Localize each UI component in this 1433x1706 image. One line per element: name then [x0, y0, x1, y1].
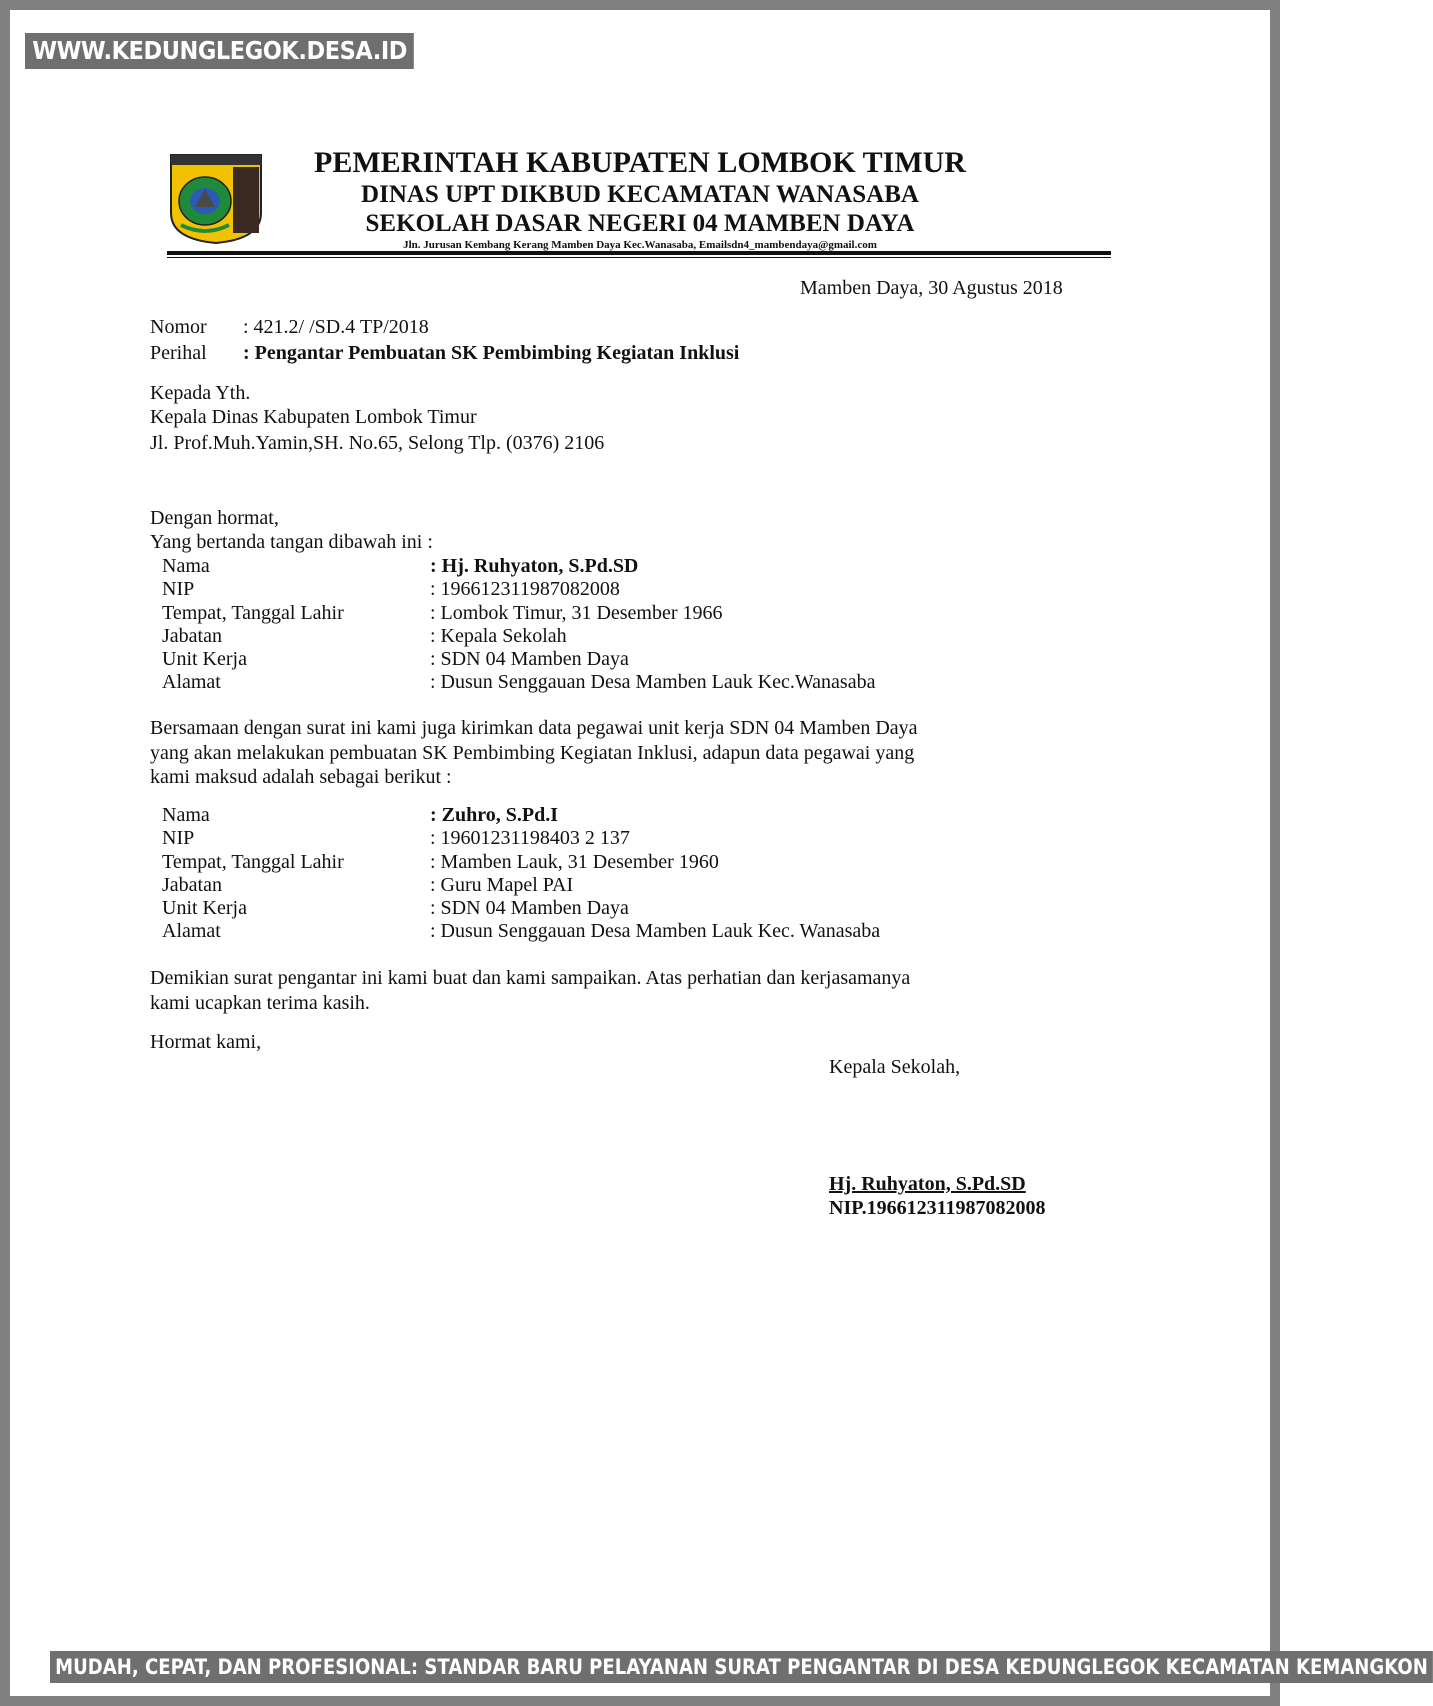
signer-field-value: : SDN 04 Mamben Daya: [430, 648, 629, 671]
employee-field-value: : SDN 04 Mamben Daya: [430, 897, 629, 920]
employee-field-value: : Mamben Lauk, 31 Desember 1960: [430, 850, 719, 873]
signer-field-value: : Lombok Timur, 31 Desember 1966: [430, 601, 723, 624]
signer-row: [162, 602, 875, 625]
letterhead-address: Jln. Jurusan Kembang Kerang Mamben Daya Kec.Wanasaba, Emailsdn4_mambendaya@gmail.com: [403, 239, 877, 251]
greeting: Dengan hormat,: [150, 507, 279, 529]
employee-row: [162, 804, 880, 827]
employee-field-value: : 19601231198403 2 137: [430, 827, 630, 850]
employee-row: [162, 827, 880, 850]
letter-date: Mamben Daya, 30 Agustus 2018: [800, 277, 1063, 299]
signer-row: [162, 578, 875, 601]
body-paragraph-line-2: yang akan melakukan pembuatan SK Pembimbing Kegiatan Inklusi, adapun data pegawai yang: [150, 742, 915, 764]
employee-field-label: Tempat, Tanggal Lahir: [162, 850, 344, 873]
recipient-line-3: Jl. Prof.Muh.Yamin,SH. No.65, Selong Tlp. (0376) 2106: [150, 432, 605, 454]
employee-field-label: Jabatan: [162, 873, 222, 896]
closing-paragraph-line-2: kami ucapkan terima kasih.: [150, 992, 370, 1014]
signer-field-label: Alamat: [162, 671, 221, 694]
employee-field-value: : Guru Mapel PAI: [430, 873, 574, 896]
closing-salutation: Hormat kami,: [150, 1031, 262, 1053]
letterhead-department: DINAS UPT DIKBUD KECAMATAN WANASABA: [361, 181, 919, 208]
letterhead-divider: [167, 251, 1111, 258]
signer-row: [162, 648, 875, 671]
signer-row: [162, 555, 875, 578]
employee-row: [162, 851, 880, 874]
signature-name: Hj. Ruhyaton, S.Pd.SD: [829, 1173, 1026, 1195]
article-caption-banner: MUDAH, CEPAT, DAN PROFESIONAL: STANDAR BARU PELAYANAN SURAT PENGANTAR DI DESA KEDUNGLEGOK KECAMATAN KEMANGKON: [50, 1651, 1433, 1683]
perihal-value: : Pengantar Pembuatan SK Pembimbing Kegiatan Inklusi: [243, 342, 740, 364]
signer-field-value: : Kepala Sekolah: [430, 624, 567, 647]
signer-field-label: Nama: [162, 555, 210, 577]
employee-field-label: NIP: [162, 827, 195, 850]
intro-line: Yang bertanda tangan dibawah ini :: [150, 531, 433, 553]
signer-field-label: Jabatan: [162, 624, 222, 647]
signer-field-label: Tempat, Tanggal Lahir: [162, 601, 344, 624]
signature-title: Kepala Sekolah,: [829, 1056, 961, 1078]
nomor-label: Nomor: [150, 316, 207, 338]
signer-field-value: : 196612311987082008: [430, 578, 620, 601]
letterhead: [270, 146, 1010, 252]
nomor-value: : 421.2/ /SD.4 TP/2018: [243, 316, 429, 338]
employee-identity-table: [162, 804, 880, 944]
body-paragraph-line-1: Bersamaan dengan surat ini kami juga kirimkan data pegawai unit kerja SDN 04 Mamben Daya: [150, 717, 918, 739]
signer-row: [162, 671, 875, 694]
site-watermark: WWW.KEDUNGLEGOK.DESA.ID: [25, 33, 414, 69]
recipient-line-2: Kepala Dinas Kabupaten Lombok Timur: [150, 406, 477, 428]
regency-emblem-logo: [167, 153, 265, 245]
employee-row: [162, 874, 880, 897]
signer-field-label: NIP: [162, 578, 195, 601]
letterhead-school: SEKOLAH DASAR NEGERI 04 MAMBEN DAYA: [365, 210, 915, 237]
letterhead-government: PEMERINTAH KABUPATEN LOMBOK TIMUR: [314, 146, 966, 179]
closing-paragraph-line-1: Demikian surat pengantar ini kami buat dan kami sampaikan. Atas perhatian dan kerjasamanya: [150, 967, 911, 989]
body-paragraph-line-3: kami maksud adalah sebagai berikut :: [150, 766, 452, 788]
employee-row: [162, 920, 880, 943]
signer-row: [162, 625, 875, 648]
employee-field-label: Alamat: [162, 920, 221, 943]
signer-field-value: : Hj. Ruhyaton, S.Pd.SD: [430, 555, 639, 577]
employee-row: [162, 897, 880, 920]
employee-field-label: Unit Kerja: [162, 897, 247, 920]
signature-nip: NIP.196612311987082008: [829, 1197, 1046, 1219]
employee-field-label: Nama: [162, 804, 210, 826]
signer-field-value: : Dusun Senggauan Desa Mamben Lauk Kec.Wanasaba: [430, 671, 876, 694]
perihal-label: Perihal: [150, 342, 207, 364]
recipient-line-1: Kepada Yth.: [150, 382, 251, 404]
employee-field-value: : Dusun Senggauan Desa Mamben Lauk Kec. Wanasaba: [430, 920, 881, 943]
employee-field-value: : Zuhro, S.Pd.I: [430, 804, 559, 826]
signer-identity-table: [162, 555, 875, 695]
signer-field-label: Unit Kerja: [162, 648, 247, 671]
